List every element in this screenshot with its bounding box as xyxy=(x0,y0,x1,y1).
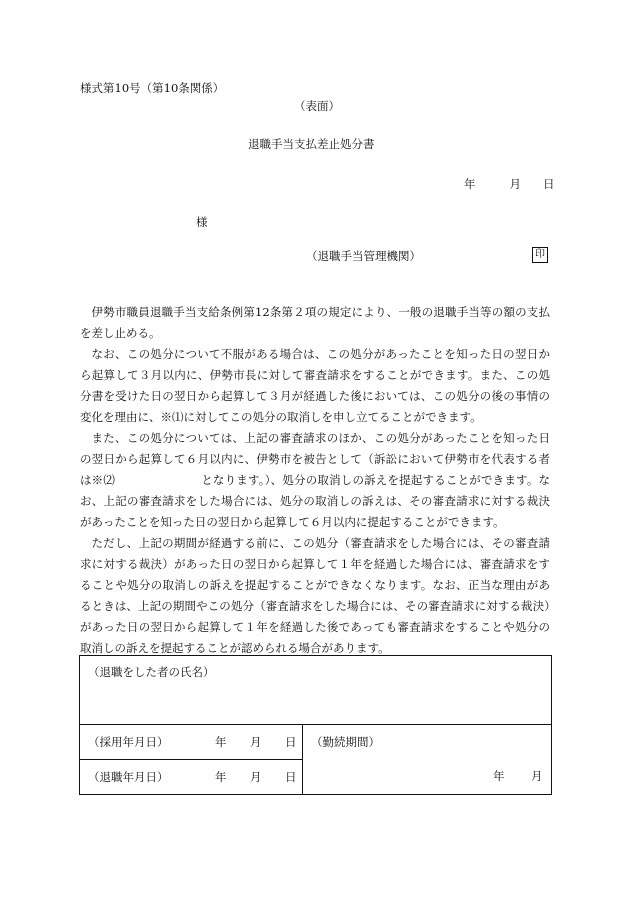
hire-year: 年 xyxy=(215,735,227,749)
retiree-name-label: （退職をした者の氏名） xyxy=(88,665,215,679)
hire-date-cell xyxy=(80,725,303,760)
retire-date-cell xyxy=(80,760,303,795)
paragraph-4: ただし、上記の期間が経過する前に、この処分（審査請求をした場合には、その審査請求に対する裁決）があった日の翌日から起算して１年を経過した場合には、審査請求をすることや処分の取消しの訴えを提起することができなくなります。なお、正当な理由があるときは、上記の期間やこの処分（審査請求をした場合には、その審査請求に対する裁決）があった日の翌日から起算して１年を経過した後であっても審査請求をすることや処分の取消しの訴えを提起することが認められる場合があります。 xyxy=(80,536,550,655)
date-day: 日 xyxy=(543,177,555,191)
date-month: 月 xyxy=(509,177,521,191)
addressee-suffix: 様 xyxy=(196,215,208,229)
paragraph-3-part-a: また、この処分については、上記の審査請求のほか、この処分があったことを知った日の翌日から起算して６月以内に、伊勢市を被告として（訴訟において伊勢市を代表する者は※⑵ xyxy=(80,431,550,487)
hire-date-label: （採用年月日） xyxy=(88,735,169,749)
paragraph-1: 伊勢市職員退職手当支給条例第12条第２項の規定により、一般の退職手当等の額の支払を差し止める。 xyxy=(80,305,550,340)
retire-day: 日 xyxy=(285,770,297,784)
tenure-month: 月 xyxy=(531,769,543,783)
hire-day: 日 xyxy=(285,735,297,749)
retire-date-label: （退職年月日） xyxy=(88,770,169,784)
form-number: 様式第10号（第10条関係） xyxy=(80,81,225,95)
retiree-info-table xyxy=(79,655,552,795)
tenure-label: （勤続期間） xyxy=(311,735,380,749)
side-label: （表面） xyxy=(294,99,340,113)
body-text xyxy=(80,302,550,659)
paragraph-2: なお、この処分について不服がある場合は、この処分があったことを知った日の翌日から起算して３月以内に、伊勢市長に対して審査請求をすることができます。また、この処分書を受けた日の翌日から起算して３月が経過した後においては、この処分の後の事情の変化を理由に、※⑴に対してこの処分の取消しを申し立てることができます。 xyxy=(80,347,550,424)
retire-month: 月 xyxy=(250,770,262,784)
retiree-name-cell xyxy=(80,656,552,725)
hire-month: 月 xyxy=(250,735,262,749)
retire-year: 年 xyxy=(215,770,227,784)
issuer-org: （退職手当管理機関） xyxy=(306,249,421,263)
date-year: 年 xyxy=(464,177,476,191)
tenure-cell xyxy=(303,725,552,795)
issue-date xyxy=(464,176,555,192)
seal-mark: 印 xyxy=(532,247,548,263)
paragraph-3-part-b: となります。）、処分の取消しの訴えを提起することができます。なお、上記の審査請求をした場合には、処分の取消しの訴えは、その審査請求に対する裁決があったことを知った日の翌日から起算して６月以内に提起することができます。 xyxy=(80,473,551,529)
document-title: 退職手当支払差止処分書 xyxy=(248,137,375,151)
tenure-year: 年 xyxy=(493,769,505,783)
paragraph-3 xyxy=(80,428,550,533)
